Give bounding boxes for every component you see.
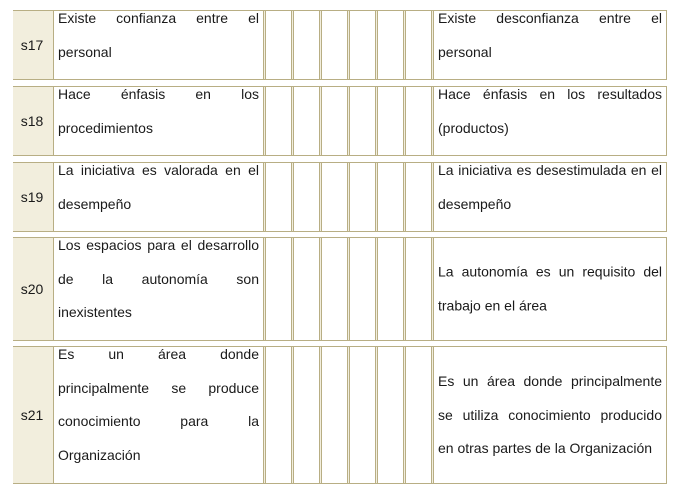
rating-cell[interactable] [377,347,404,483]
left-statement: La iniciativa es valorada en el desempeño [58,162,259,212]
right-statement-cell [433,238,667,340]
right-statement-cell [433,347,667,483]
item-code: s19 [20,189,44,205]
item-code: s20 [20,281,44,297]
table-row [13,237,667,341]
left-statement: Existe confianza entre el personal [58,10,259,60]
rating-cell[interactable] [321,11,348,79]
rating-cell[interactable] [293,238,320,340]
right-statement: La autonomía es un requisito del trabajo en el área [438,263,662,313]
rating-cell[interactable] [349,163,376,231]
rating-cell[interactable] [377,238,404,340]
rating-cell[interactable] [293,11,320,79]
right-statement-cell [433,163,667,231]
rating-cell[interactable] [293,163,320,231]
rating-cell[interactable] [265,163,292,231]
right-statement-cell [433,11,667,79]
rating-cell[interactable] [293,347,320,483]
rating-cell[interactable] [405,238,432,340]
rating-cell[interactable] [265,11,292,79]
item-code: s17 [20,37,44,53]
item-code: s18 [20,113,44,129]
right-statement: Existe desconfianza entre el personal [438,10,662,60]
left-statement-cell [53,163,264,231]
right-statement: Es un área donde principalmente se utiliza conocimiento producido en otras partes de la Organización [438,372,662,456]
rating-cell[interactable] [377,163,404,231]
rating-cell[interactable] [321,163,348,231]
rating-cell[interactable] [321,347,348,483]
rating-cell[interactable] [405,11,432,79]
right-statement: Hace énfasis en los resultados (productos) [438,86,662,136]
left-statement-cell [53,87,264,155]
rating-cell[interactable] [265,347,292,483]
rating-cell[interactable] [349,87,376,155]
left-statement: Los espacios para el desarrollo de la autonomía son inexistentes [58,237,259,320]
rating-cell[interactable] [349,11,376,79]
rating-cell[interactable] [405,163,432,231]
left-statement: Hace énfasis en los procedimientos [58,86,259,136]
table-row [13,346,667,484]
rating-cell[interactable] [265,87,292,155]
table-row [13,162,667,232]
rating-cell[interactable] [377,87,404,155]
rating-cell[interactable] [405,87,432,155]
right-statement-cell [433,87,667,155]
left-statement-cell [53,347,264,483]
right-statement: La iniciativa es desestimulada en el desempeño [438,162,662,212]
table-row [13,10,667,80]
rating-cell[interactable] [349,238,376,340]
rating-cell[interactable] [321,238,348,340]
left-statement-cell [53,11,264,79]
table-row [13,86,667,156]
item-code: s21 [20,407,44,423]
left-statement: Es un área donde principalmente se produce conocimiento para la Organización [58,346,259,463]
rating-cell[interactable] [321,87,348,155]
rating-cell[interactable] [405,347,432,483]
rating-cell[interactable] [293,87,320,155]
rating-cell[interactable] [265,238,292,340]
rating-cell[interactable] [377,11,404,79]
rating-cell[interactable] [349,347,376,483]
left-statement-cell [53,238,264,340]
